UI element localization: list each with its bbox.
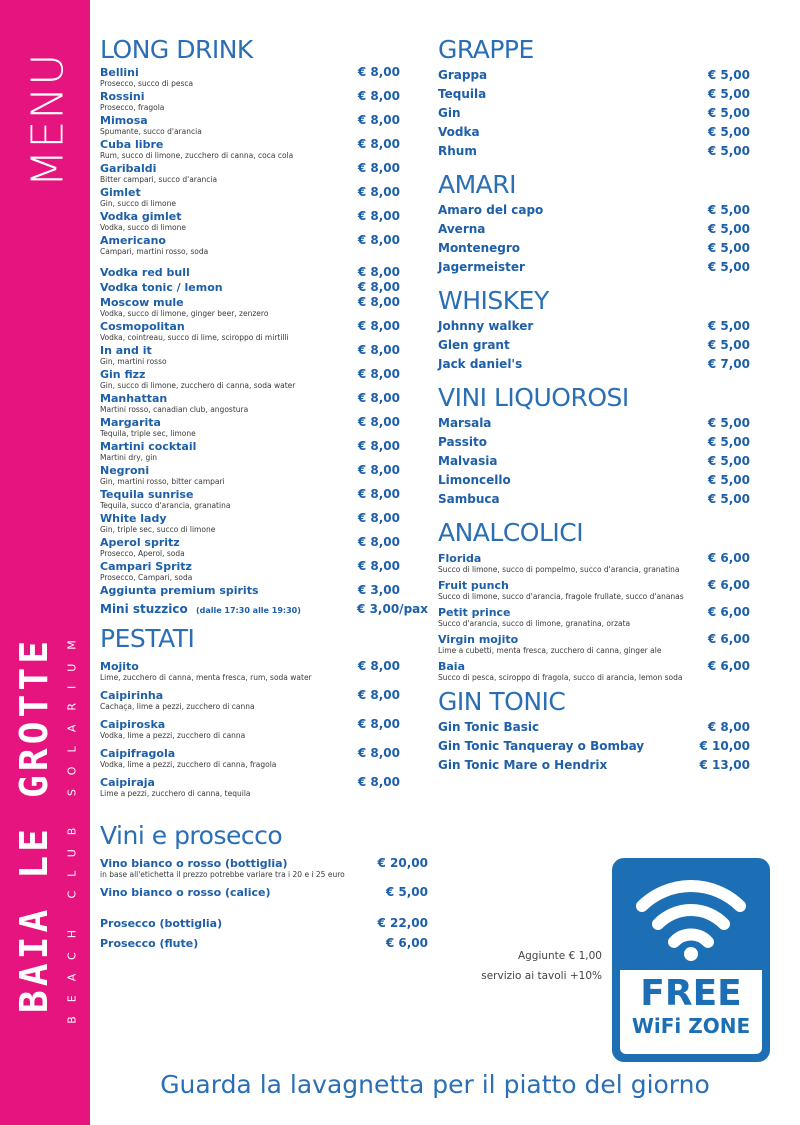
menu-item-description: Gin, succo di limone — [100, 199, 176, 208]
menu-item-name: Martini cocktail — [100, 440, 197, 453]
menu-item — [438, 259, 750, 275]
menu-item — [100, 186, 410, 208]
menu-item-price: € 6,00 — [707, 632, 750, 646]
menu-item-price: € 5,00 — [707, 492, 750, 506]
section-title-whiskey: WHISKEY — [438, 286, 549, 315]
menu-item-price: € 8,00 — [357, 65, 400, 79]
menu-item — [100, 210, 410, 232]
menu-item-name: Amaro del capo — [438, 203, 544, 217]
menu-item-price: € 8,00 — [357, 511, 400, 525]
menu-item — [100, 560, 410, 582]
menu-item-name: Caipiroska — [100, 718, 166, 731]
menu-item-price: € 8,00 — [357, 161, 400, 175]
menu-item-name: Baia — [438, 660, 466, 673]
menu-item-description: Vodka, succo di limone — [100, 223, 187, 232]
menu-item-price: € 6,00 — [707, 578, 750, 592]
menu-item-description: Campari, martini rosso, soda — [100, 247, 209, 256]
menu-item-price: € 8,00 — [357, 717, 400, 731]
menu-item-description: Prosecco, Campari, soda — [100, 573, 193, 582]
menu-item-name: Vodka — [438, 125, 480, 139]
left-column — [100, 35, 428, 950]
menu-label: MENU — [22, 52, 74, 188]
menu-item — [100, 689, 410, 711]
section-title-liquorosi: VINI LIQUOROSI — [438, 383, 629, 412]
menu-item-name: Malvasia — [438, 454, 498, 468]
menu-item-name: Americano — [100, 234, 166, 247]
menu-item-name: Rossini — [100, 90, 145, 103]
menu-item-price: € 5,00 — [707, 241, 750, 255]
analcolici-list — [438, 552, 750, 682]
menu-item-name: Gin Tonic Tanqueray o Bombay — [438, 739, 645, 753]
menu-item-price: € 8,00 — [357, 89, 400, 103]
menu-item — [100, 162, 410, 184]
menu-item-price: € 8,00 — [357, 185, 400, 199]
menu-item — [438, 472, 750, 488]
menu-item-price: € 5,00 — [707, 203, 750, 217]
section-title-analcolici: ANALCOLICI — [438, 518, 584, 547]
mini-stuzzico-hours: (dalle 17:30 alle 19:30) — [195, 606, 301, 615]
menu-item-description: Bitter campari, succo d'arancia — [100, 175, 218, 184]
menu-item-price: € 5,00 — [707, 338, 750, 352]
menu-item-price: € 8,00 — [357, 746, 400, 760]
menu-item-name: Caipiraja — [100, 776, 155, 789]
menu-item-name: Mojito — [100, 660, 139, 673]
brand-sub-wrap — [60, 535, 84, 1115]
menu-item-description: Gin, succo di limone, zucchero di canna, soda water — [100, 381, 296, 390]
menu-item-price: € 10,00 — [699, 739, 750, 753]
menu-item-description: Prosecco, succo di pesca — [100, 79, 194, 88]
menu-item — [100, 266, 410, 279]
menu-item-description: Vodka, succo di limone, ginger beer, zenzero — [100, 309, 269, 318]
menu-item-description: Gin, martini rosso — [100, 357, 167, 366]
menu-item — [438, 738, 750, 754]
menu-item-description: Tequila, triple sec, limone — [100, 429, 196, 438]
menu-item-price: € 8,00 — [357, 280, 400, 294]
menu-item-name: Cosmopolitan — [100, 320, 185, 333]
menu-item-description: Prosecco, Aperol, soda — [100, 549, 185, 558]
wifi-free-text: FREE — [640, 973, 742, 1014]
menu-item — [438, 67, 750, 83]
menu-item — [100, 536, 410, 558]
menu-item-description: Succo di limone, succo d'arancia, fragole frullate, succo d'ananas — [438, 592, 684, 601]
long-drink-list — [100, 66, 410, 597]
menu-item-price: € 5,00 — [707, 87, 750, 101]
menu-item-name: In and it — [100, 344, 152, 357]
menu-item — [100, 464, 410, 486]
menu-item — [100, 584, 410, 597]
brand-logo-text: BAIA LE GROTTE — [12, 636, 56, 1014]
menu-item — [100, 747, 410, 769]
menu-item — [438, 660, 750, 682]
menu-item-name: White lady — [100, 512, 167, 525]
menu-item — [438, 240, 750, 256]
menu-item-name: Glen grant — [438, 338, 510, 352]
menu-item-description: Gin, martini rosso, bitter campari — [100, 477, 225, 486]
menu-item — [438, 318, 750, 334]
menu-item — [438, 453, 750, 469]
mini-stuzzico-name: Mini stuzzico — [100, 602, 188, 616]
menu-item — [100, 512, 410, 534]
wifi-label-box — [620, 970, 762, 1054]
menu-item — [438, 434, 750, 450]
menu-item-price: € 5,00 — [707, 125, 750, 139]
addons-note — [460, 946, 602, 986]
whiskey-list — [438, 318, 750, 372]
menu-item — [438, 86, 750, 102]
menu-item — [438, 143, 750, 159]
menu-item-description: Martini rosso, canadian club, angostura — [100, 405, 249, 414]
vini-list — [100, 856, 428, 950]
mini-stuzzico-price: € 3,00/pax — [357, 602, 428, 616]
menu-item-price: € 8,00 — [357, 415, 400, 429]
menu-item — [100, 885, 428, 899]
menu-item-price: € 8,00 — [357, 439, 400, 453]
menu-item-price: € 5,00 — [707, 68, 750, 82]
menu-item-name: Gin Tonic Basic — [438, 720, 540, 734]
menu-item-price: € 5,00 — [707, 260, 750, 274]
menu-item-price: € 8,00 — [357, 659, 400, 673]
menu-label-wrap — [20, 30, 76, 210]
menu-item-name: Prosecco (flute) — [100, 937, 199, 950]
gin-tonic-list — [438, 719, 750, 773]
menu-item-price: € 5,00 — [707, 319, 750, 333]
menu-item-description: Vodka, lime a pezzi, zucchero di canna — [100, 731, 246, 740]
menu-item-name: Mimosa — [100, 114, 148, 127]
menu-item-price: € 5,00 — [707, 222, 750, 236]
menu-item-price: € 8,00 — [357, 367, 400, 381]
menu-item-name: Limoncello — [438, 473, 511, 487]
menu-item-name: Jack daniel's — [438, 357, 523, 371]
menu-item-name: Johnny walker — [438, 319, 534, 333]
menu-item-price: € 5,00 — [707, 454, 750, 468]
menu-item-name: Averna — [438, 222, 486, 236]
menu-item — [438, 415, 750, 431]
menu-item-name: Bellini — [100, 66, 139, 79]
menu-item-price: € 8,00 — [357, 775, 400, 789]
menu-item-name: Fruit punch — [438, 579, 509, 592]
menu-item-price: € 8,00 — [357, 688, 400, 702]
wifi-icon — [634, 870, 748, 962]
menu-item-name: Vodka gimlet — [100, 210, 182, 223]
menu-item-name: Jagermeister — [438, 260, 525, 274]
menu-item — [100, 936, 428, 950]
menu-item-price: € 8,00 — [357, 295, 400, 309]
menu-item — [100, 234, 410, 256]
menu-item-price: € 5,00 — [707, 106, 750, 120]
menu-item — [438, 491, 750, 507]
menu-item — [438, 719, 750, 735]
menu-item-name: Caipifragola — [100, 747, 176, 760]
menu-item — [100, 440, 410, 462]
menu-item — [438, 633, 750, 655]
menu-item — [100, 138, 410, 160]
menu-item — [100, 718, 410, 740]
section-title-pestati: PESTATI — [100, 624, 195, 653]
menu-item-price: € 6,00 — [707, 551, 750, 565]
addons-line-2: servizio ai tavoli +10% — [481, 970, 602, 982]
section-title-long-drink: LONG DRINK — [100, 35, 253, 64]
menu-item-name: Vodka tonic / lemon — [100, 281, 223, 294]
menu-item — [100, 916, 428, 930]
menu-item-description: Vodka, lime a pezzi, zucchero di canna, fragola — [100, 760, 277, 769]
section-title-grappe: GRAPPE — [438, 35, 534, 64]
menu-item — [100, 281, 410, 294]
menu-item-price: € 8,00 — [357, 209, 400, 223]
menu-item-name: Vino bianco o rosso (bottiglia) — [100, 857, 288, 870]
sidebar — [0, 0, 90, 1125]
menu-item-name: Prosecco (bottiglia) — [100, 917, 223, 930]
menu-item-price: € 8,00 — [357, 137, 400, 151]
menu-item-price: € 8,00 — [357, 113, 400, 127]
section-title-vini: Vini e prosecco — [100, 821, 283, 850]
menu-item — [100, 488, 410, 510]
menu-item — [438, 337, 750, 353]
section-title-gin-tonic: GIN TONIC — [438, 687, 566, 716]
menu-item-name: Margarita — [100, 416, 161, 429]
menu-item — [438, 124, 750, 140]
menu-item-name: Gin Tonic Mare o Hendrix — [438, 758, 608, 772]
pestati-list — [100, 660, 410, 798]
menu-item-price: € 13,00 — [699, 758, 750, 772]
menu-item — [100, 416, 410, 438]
menu-item-name: Montenegro — [438, 241, 521, 255]
menu-item — [438, 105, 750, 121]
section-title-amari: AMARI — [438, 170, 517, 199]
menu-item-price: € 6,00 — [707, 659, 750, 673]
menu-item-price: € 7,00 — [707, 357, 750, 371]
menu-item — [100, 344, 410, 366]
menu-item-price: € 8,00 — [357, 391, 400, 405]
menu-item — [100, 66, 410, 88]
menu-item — [100, 776, 410, 798]
menu-item-name: Tequila sunrise — [100, 488, 194, 501]
liquorosi-list — [438, 415, 750, 507]
menu-item-description: Lime, zucchero di canna, menta fresca, rum, soda water — [100, 673, 312, 682]
menu-item-price: € 5,00 — [707, 473, 750, 487]
mini-stuzzico-item — [100, 602, 428, 617]
addons-line-1: Aggiunte € 1,00 — [517, 950, 602, 962]
menu-item-price: € 20,00 — [377, 856, 428, 870]
menu-item-price: € 8,00 — [357, 343, 400, 357]
grappe-list — [438, 67, 750, 159]
menu-item-price: € 22,00 — [377, 916, 428, 930]
menu-item — [100, 296, 410, 318]
menu-item-name: Virgin mojito — [438, 633, 519, 646]
menu-item-price: € 6,00 — [385, 936, 428, 950]
menu-item — [438, 356, 750, 372]
menu-item-price: € 8,00 — [357, 535, 400, 549]
menu-item — [438, 552, 750, 574]
menu-item-price: € 8,00 — [357, 319, 400, 333]
menu-item-name: Manhattan — [100, 392, 168, 405]
menu-item-description: Succo di limone, succo di pompelmo, succo d'arancia, granatina — [438, 565, 680, 574]
menu-item-price: € 8,00 — [357, 265, 400, 279]
menu-item-description: Lime a cubetti, menta fresca, zucchero di canna, ginger ale — [438, 646, 662, 655]
menu-item-name: Rhum — [438, 144, 477, 158]
amari-list — [438, 202, 750, 275]
menu-item — [438, 757, 750, 773]
menu-item-name: Garibaldi — [100, 162, 157, 175]
brand-subtitle: BEACH CLUB SOLARIUM — [65, 626, 79, 1024]
right-column — [438, 36, 750, 773]
wifi-zone-text: WiFi ZONE — [631, 1014, 751, 1038]
menu-item-description: Gin, triple sec, succo di limone — [100, 525, 216, 534]
menu-item-price: € 8,00 — [707, 720, 750, 734]
menu-item-name: Aggiunta premium spirits — [100, 584, 259, 597]
menu-item-description: Succo d'arancia, succo di limone, granatina, orzata — [438, 619, 631, 628]
footer-note: Guarda la lavagnetta per il piatto del giorno — [160, 1070, 710, 1099]
menu-item-name: Petit prince — [438, 606, 511, 619]
menu-item — [438, 221, 750, 237]
menu-item — [100, 90, 410, 112]
menu-item — [438, 606, 750, 628]
menu-item-description: Cachaça, lime a pezzi, zucchero di canna — [100, 702, 255, 711]
menu-item-name: Aperol spritz — [100, 536, 180, 549]
menu-item-price: € 5,00 — [707, 144, 750, 158]
menu-item-name: Passito — [438, 435, 487, 449]
menu-item-name: Cuba libre — [100, 138, 164, 151]
menu-item-price: € 5,00 — [385, 885, 428, 899]
menu-item-price: € 8,00 — [357, 559, 400, 573]
menu-item-price: € 5,00 — [707, 416, 750, 430]
menu-item-name: Marsala — [438, 416, 492, 430]
menu-item-description: Tequila, succo d'arancia, granatina — [100, 501, 231, 510]
menu-item-name: Moscow mule — [100, 296, 184, 309]
menu-item-description: Vodka, cointreau, succo di lime, sciroppo di mirtilli — [100, 333, 289, 342]
menu-item-name: Caipirinha — [100, 689, 164, 702]
menu-item-name: Vodka red bull — [100, 266, 190, 279]
menu-item-name: Gin — [438, 106, 461, 120]
menu-item-name: Florida — [438, 552, 482, 565]
menu-item-price: € 6,00 — [707, 605, 750, 619]
menu-item-name: Tequila — [438, 87, 487, 101]
menu-item-description: Martini dry, gin — [100, 453, 158, 462]
menu-item-name: Gin fizz — [100, 368, 146, 381]
menu-item-price: € 5,00 — [707, 435, 750, 449]
menu-item-name: Negroni — [100, 464, 150, 477]
menu-item-description: in base all'etichetta il prezzo potrebbe variare tra i 20 e i 25 euro — [100, 870, 345, 879]
menu-item-description: Succo di pesca, sciroppo di fragola, succo di arancia, lemon soda — [438, 673, 683, 682]
menu-item — [100, 660, 410, 682]
menu-item — [100, 114, 410, 136]
menu-item — [100, 320, 410, 342]
menu-item-description: Spumante, succo d'arancia — [100, 127, 202, 136]
menu-item-name: Gimlet — [100, 186, 141, 199]
brand-wrap — [14, 535, 54, 1115]
menu-item — [438, 579, 750, 601]
menu-item-description: Rum, succo di limone, zucchero di canna, coca cola — [100, 151, 294, 160]
menu-item-name: Grappa — [438, 68, 488, 82]
menu-item-name: Vino bianco o rosso (calice) — [100, 886, 271, 899]
menu-item-description: Prosecco, fragola — [100, 103, 165, 112]
menu-item-name: Campari Spritz — [100, 560, 192, 573]
menu-item — [100, 856, 428, 879]
menu-item-price: € 8,00 — [357, 487, 400, 501]
menu-item-price: € 8,00 — [357, 463, 400, 477]
menu-item — [100, 392, 410, 414]
menu-item-price: € 3,00 — [357, 583, 400, 597]
menu-item-description: Lime a pezzi, zucchero di canna, tequila — [100, 789, 251, 798]
menu-item — [438, 202, 750, 218]
menu-item — [100, 368, 410, 390]
wifi-badge — [612, 858, 770, 1062]
menu-item-name: Sambuca — [438, 492, 500, 506]
menu-item-price: € 8,00 — [357, 233, 400, 247]
